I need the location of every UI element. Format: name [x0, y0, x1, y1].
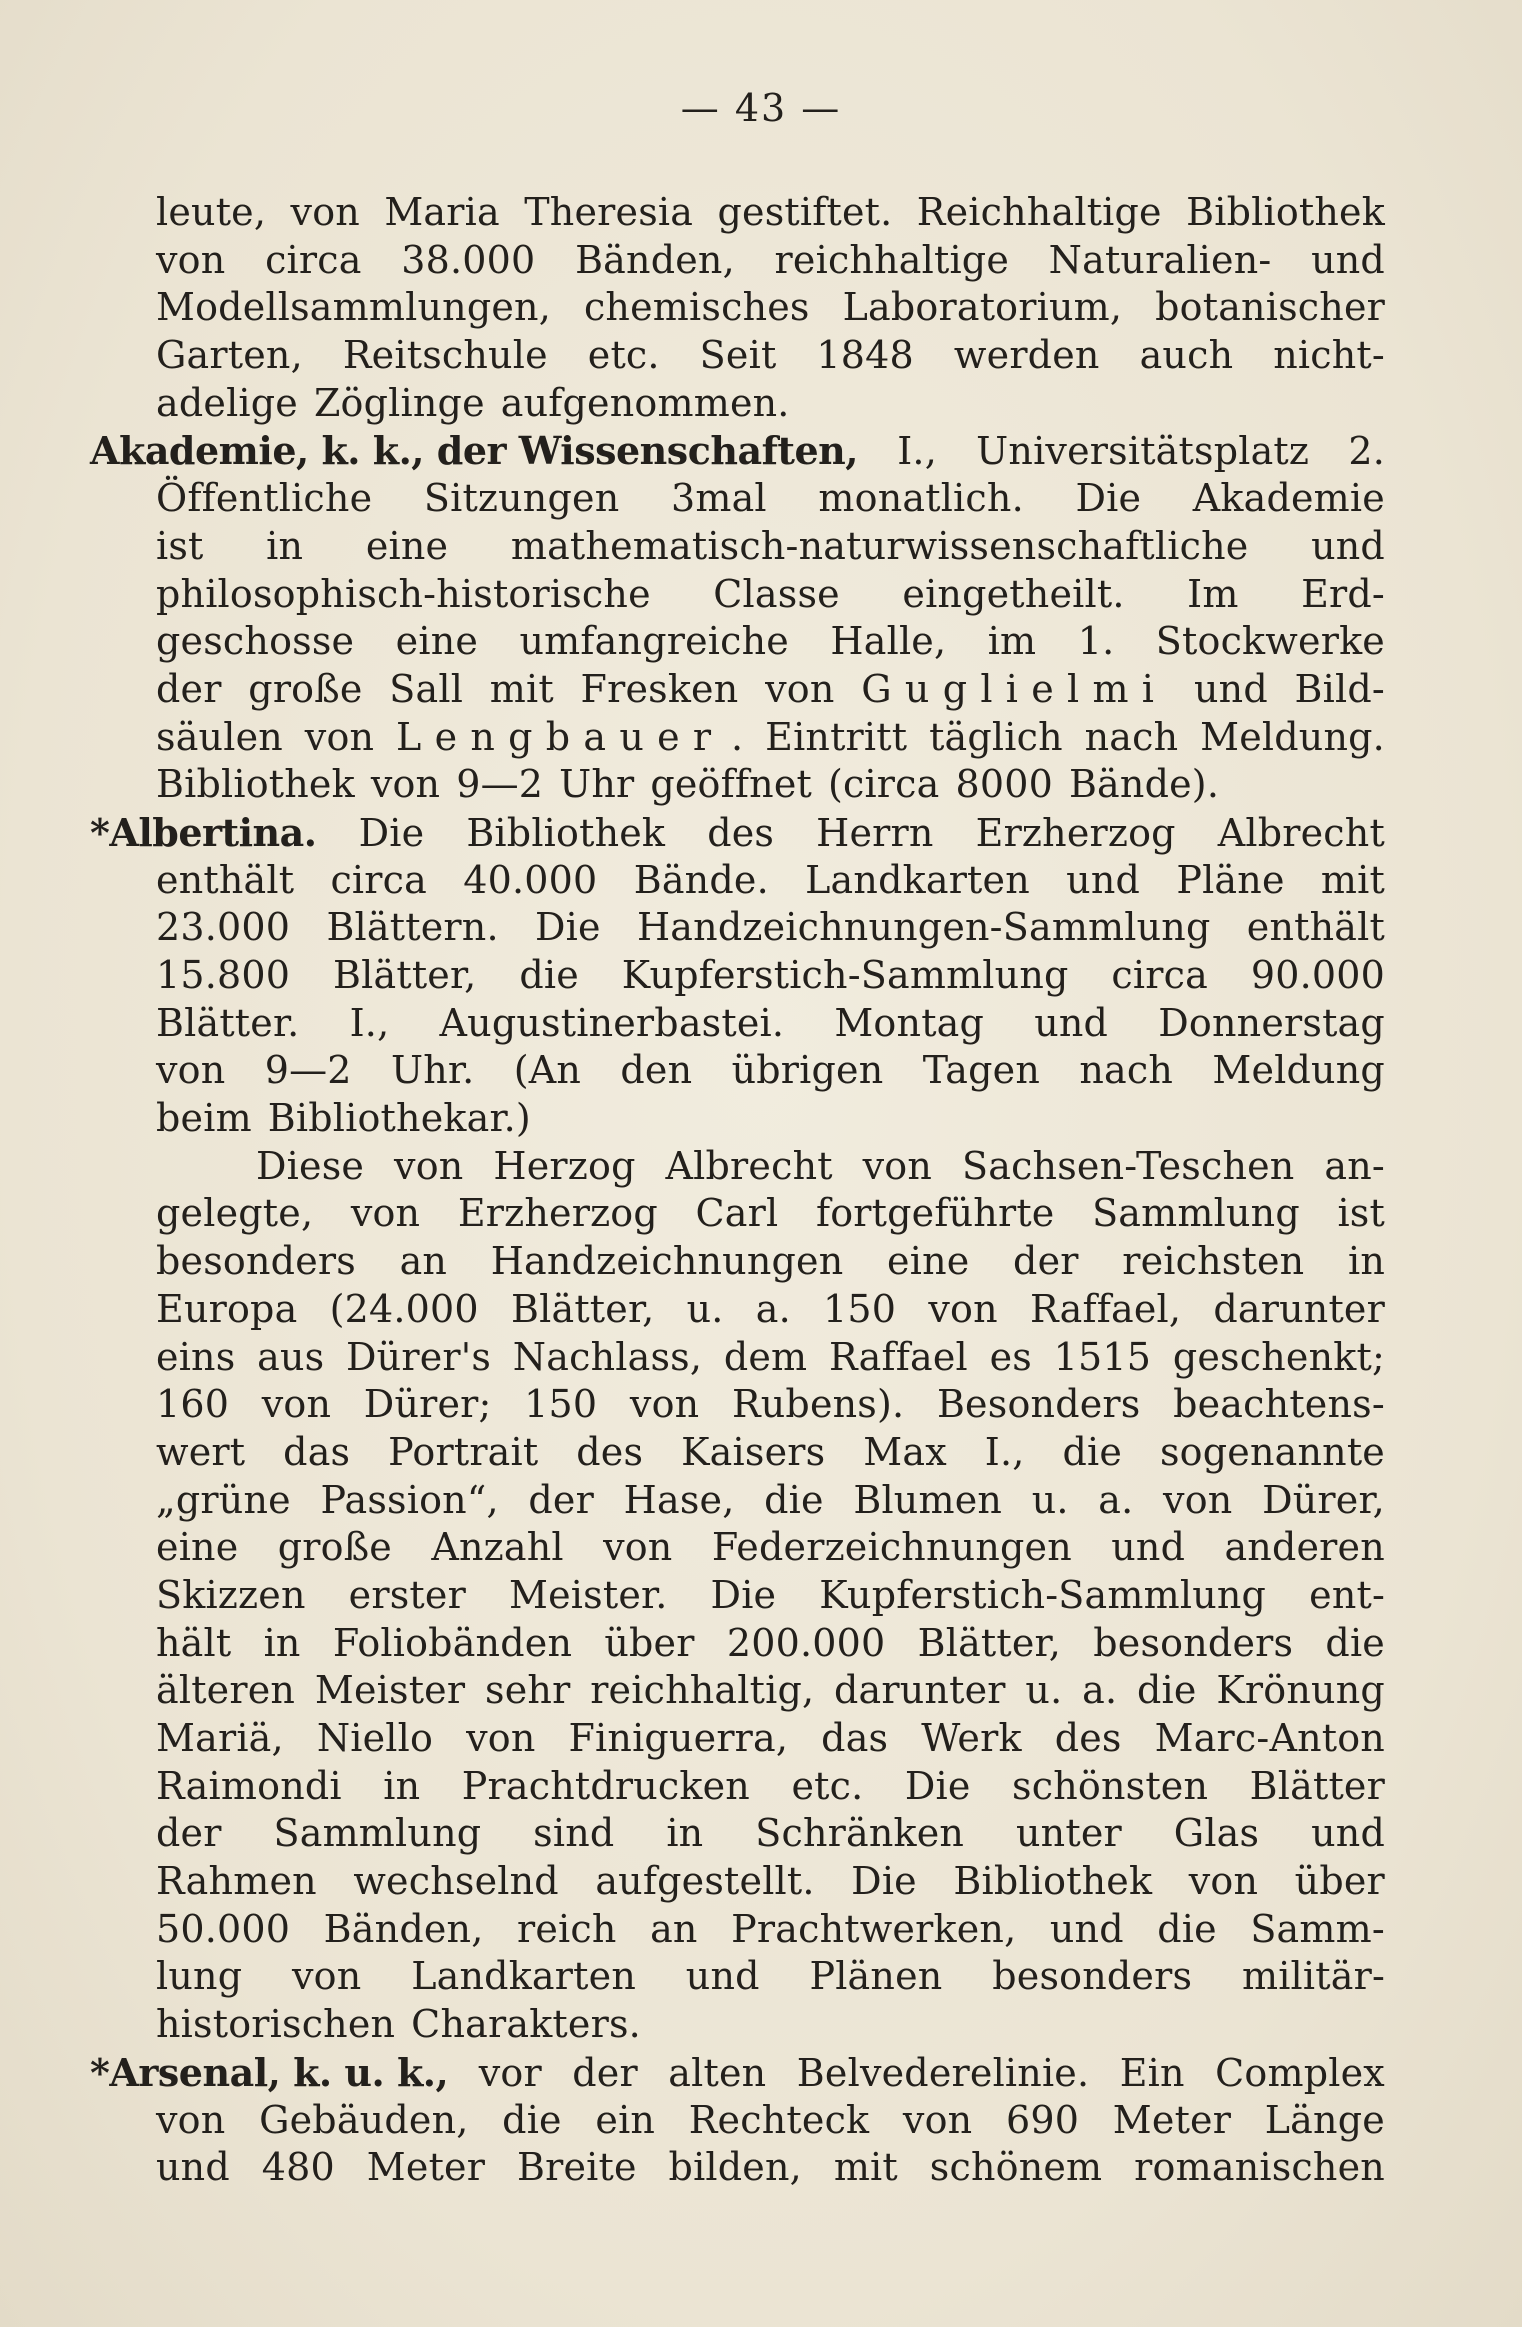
- text-line: hält in Foliobänden über 200.000 Blätter, besonders die: [156, 1620, 1385, 1665]
- text-line: enthält circa 40.000 Bände. Landkarten und Pläne mit: [156, 857, 1385, 902]
- text-line: historischen Charakters.: [156, 2002, 641, 2047]
- text-line: eine große Anzahl von Federzeichnungen und anderen: [156, 1525, 1385, 1570]
- page-number: — 43 —: [680, 86, 842, 130]
- text-line: Mariä, Niello von Finiguerra, das Werk des Marc-Anton: [156, 1716, 1385, 1760]
- text-line: Blätter. I., Augustinerbastei. Montag und Donnerstag: [156, 1000, 1385, 1045]
- entry-heading: *Arsenal, k. u. k.,: [90, 2049, 449, 2095]
- text-line: und 480 Meter Breite bilden, mit schönem romanischen: [156, 2145, 1385, 2190]
- text-line: Bibliothek von 9—2 Uhr geöffnet (circa 8000 Bände).: [156, 762, 1220, 807]
- text-line: Skizzen erster Meister. Die Kupferstich-Sammlung ent-: [156, 1572, 1385, 1617]
- entry-heading-line: *Albertina. Die Bibliothek des Herrn Erzherzog Albrecht: [90, 809, 1385, 855]
- spaced-name: Guglielmi: [861, 666, 1168, 711]
- text-line: der Sammlung sind in Schränken unter Glas und: [156, 1811, 1385, 1856]
- entry-heading-line: Akademie, k. k., der Wissenschaften, I., Universitätsplatz 2.: [90, 428, 1385, 474]
- text-line: Modellsammlungen, chemisches Laboratorium, botanischer: [156, 285, 1385, 330]
- spaced-name: Lengbauer: [396, 714, 725, 759]
- text-line: 50.000 Bänden, reich an Prachtwerken, und die Samm-: [156, 1906, 1385, 1951]
- text-line: säulen von Lengbauer . Eintritt täglich nach Meldung.: [156, 714, 1385, 759]
- text-line: besonders an Handzeichnungen eine der reichsten in: [156, 1239, 1385, 1284]
- text-line: der große Sall mit Fresken von Guglielmi und Bild-: [156, 666, 1385, 711]
- entry-heading: *Albertina.: [90, 809, 317, 855]
- text-line: Rahmen wechselnd aufgestellt. Die Bibliothek von über: [156, 1859, 1385, 1904]
- text-line: von circa 38.000 Bänden, reichhaltige Naturalien- und: [156, 237, 1385, 282]
- text-line: Diese von Herzog Albrecht von Sachsen-Teschen an-: [256, 1143, 1385, 1188]
- text-line: Öffentliche Sitzungen 3mal monatlich. Die Akademie: [156, 476, 1385, 521]
- text-line: Garten, Reitschule etc. Seit 1848 werden auch nicht-: [156, 333, 1385, 378]
- text-line: Raimondi in Prachtdrucken etc. Die schönsten Blätter: [156, 1763, 1385, 1808]
- text-line: 23.000 Blättern. Die Handzeichnungen-Sammlung enthält: [156, 905, 1385, 950]
- text-line: wert das Portrait des Kaisers Max I., die sogenannte: [156, 1429, 1385, 1474]
- text-line: philosophisch-historische Classe eingetheilt. Im Erd-: [156, 571, 1385, 616]
- text-line: eins aus Dürer's Nachlass, dem Raffael es 1515 geschenkt;: [156, 1334, 1385, 1379]
- entry-heading: Akademie, k. k., der Wissenschaften,: [90, 428, 859, 474]
- text-line: „grüne Passion“, der Hase, die Blumen u. a. von Dürer,: [156, 1477, 1385, 1522]
- text-line: von Gebäuden, die ein Rechteck von 690 Meter Länge: [156, 2097, 1385, 2142]
- text-line: leute, von Maria Theresia gestiftet. Reichhaltige Bibliothek: [156, 190, 1385, 234]
- entry-heading-line: *Arsenal, k. u. k., vor der alten Belvederelinie. Ein Complex: [90, 2049, 1385, 2095]
- text-line: ist in eine mathematisch-naturwissenschaftliche und: [156, 523, 1385, 568]
- text-line: 160 von Dürer; 150 von Rubens). Besonders beachtens-: [156, 1382, 1385, 1427]
- text-line: adelige Zöglinge aufgenommen.: [156, 380, 790, 425]
- text-line: gelegte, von Erzherzog Carl fortgeführte Sammlung ist: [156, 1191, 1385, 1236]
- text-line: von 9—2 Uhr. (An den übrigen Tagen nach Meldung: [156, 1048, 1385, 1093]
- text-line: lung von Landkarten und Plänen besonders militär-: [156, 1954, 1385, 1999]
- text-line: 15.800 Blätter, die Kupferstich-Sammlung circa 90.000: [156, 953, 1385, 997]
- text-line: beim Bibliothekar.): [156, 1096, 531, 1141]
- text-line: älteren Meister sehr reichhaltig, darunter u. a. die Krönung: [156, 1668, 1385, 1713]
- text-line: Europa (24.000 Blätter, u. a. 150 von Raffael, darunter: [156, 1286, 1385, 1331]
- body-text: [90, 190, 1385, 2193]
- text-line: geschosse eine umfangreiche Halle, im 1. Stockwerke: [156, 619, 1385, 664]
